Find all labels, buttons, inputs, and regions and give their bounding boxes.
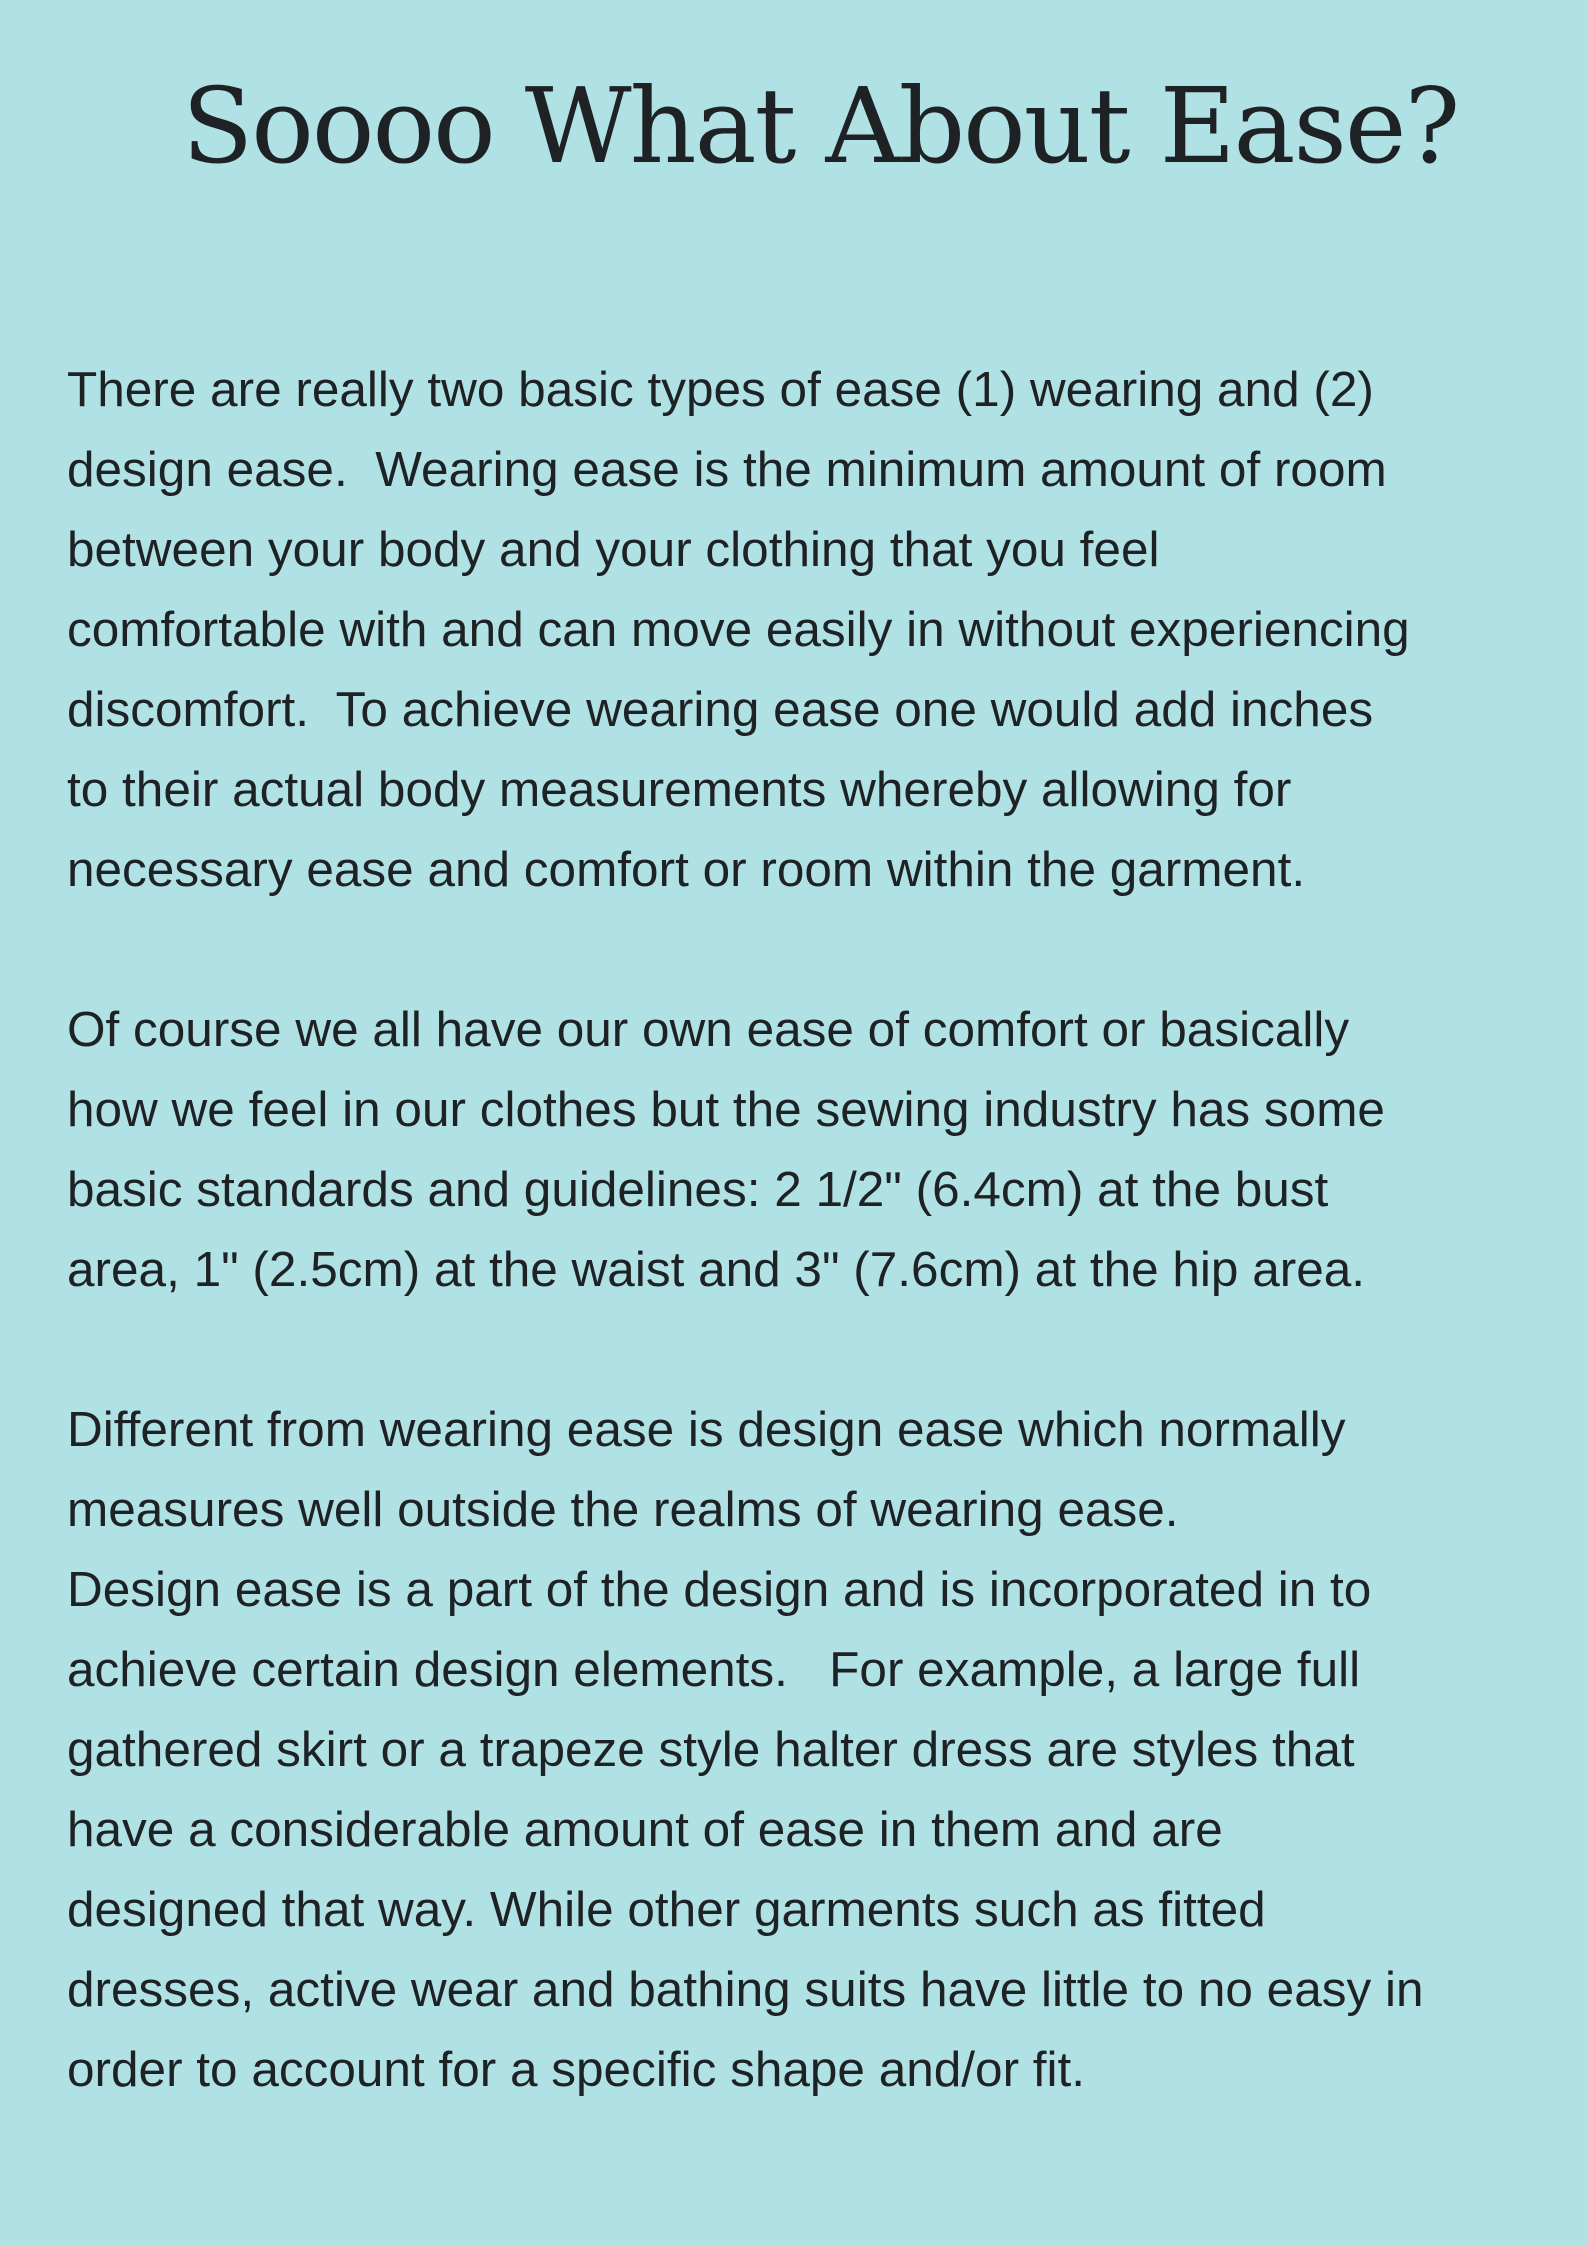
body-text: [67, 350, 1547, 2110]
text-line: basic standards and guidelines: 2 1/2" (6.4cm) at the bust: [67, 1162, 1329, 1217]
text-line: Design ease is a part of the design and is incorporated in to: [67, 1562, 1372, 1617]
page-title: Soooo What About Ease?: [182, 65, 1459, 187]
text-line: discomfort. To achieve wearing ease one would add inches: [67, 682, 1374, 737]
text-line: area, 1" (2.5cm) at the waist and 3" (7.6cm) at the hip area.: [67, 1242, 1366, 1297]
text-line: designed that way. While other garments such as fitted: [67, 1882, 1266, 1937]
text-line: necessary ease and comfort or room within the garment.: [67, 842, 1306, 897]
paragraph-spacer: [67, 910, 1547, 990]
text-line: dresses, active wear and bathing suits have little to no easy in: [67, 1962, 1424, 2017]
text-line: to their actual body measurements whereby allowing for: [67, 762, 1292, 817]
text-line: There are really two basic types of ease (1) wearing and (2): [67, 362, 1374, 417]
text-line: how we feel in our clothes but the sewing industry has some: [67, 1082, 1385, 1137]
text-line: order to account for a specific shape and/or fit.: [67, 2042, 1086, 2097]
paragraph-wearing-ease: [67, 350, 1547, 910]
paragraph-industry-standards: [67, 990, 1547, 1310]
text-line: achieve certain design elements. For example, a large full: [67, 1642, 1361, 1697]
text-line: Of course we all have our own ease of comfort or basically: [67, 1002, 1350, 1057]
text-line: Different from wearing ease is design ease which normally: [67, 1402, 1346, 1457]
paragraph-spacer: [67, 1310, 1547, 1390]
text-line: gathered skirt or a trapeze style halter dress are styles that: [67, 1722, 1355, 1777]
text-line: design ease. Wearing ease is the minimum amount of room: [67, 442, 1387, 497]
text-line: have a considerable amount of ease in them and are: [67, 1802, 1223, 1857]
text-line: measures well outside the realms of wearing ease.: [67, 1482, 1179, 1537]
text-line: between your body and your clothing that you feel: [67, 522, 1160, 577]
paragraph-design-ease: [67, 1390, 1547, 2110]
text-line: comfortable with and can move easily in without experiencing: [67, 602, 1410, 657]
